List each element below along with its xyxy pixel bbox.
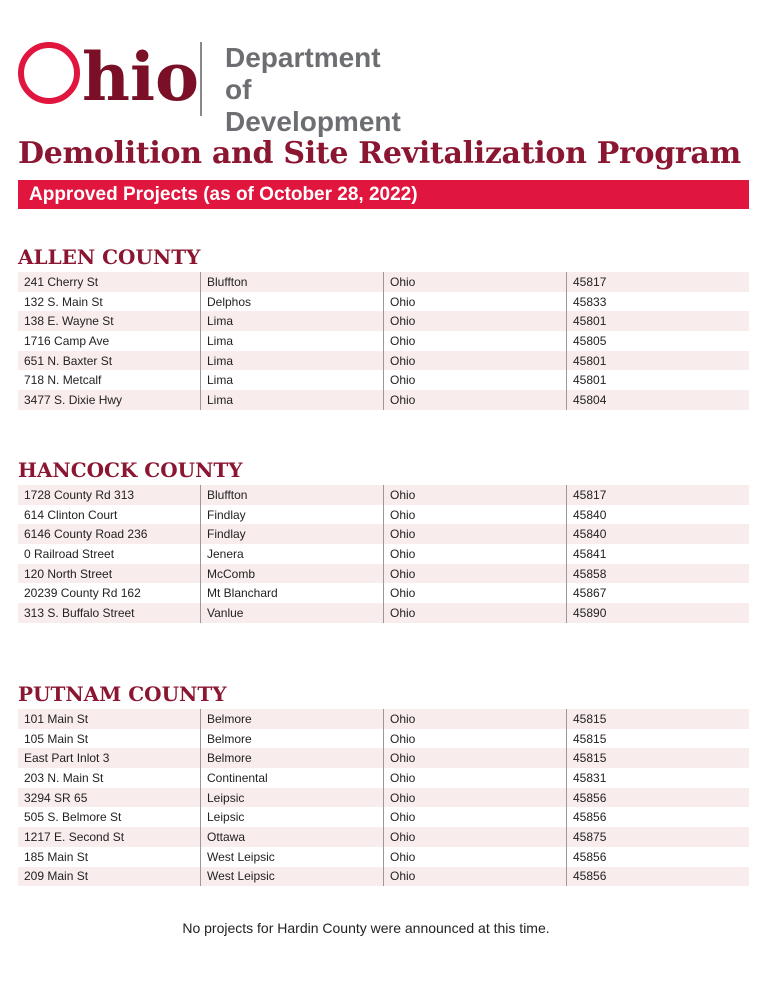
- state-cell: Ohio: [384, 709, 567, 729]
- city-cell: Lima: [201, 311, 384, 331]
- zip-cell: 45801: [567, 351, 750, 371]
- table-row: [18, 524, 749, 544]
- address-cell: 614 Clinton Court: [24, 507, 118, 522]
- city-cell: West Leipsic: [201, 867, 384, 887]
- table-row: [18, 351, 749, 371]
- state-cell: Ohio: [384, 827, 567, 847]
- address-cell: 241 Cherry St: [18, 272, 201, 292]
- state-cell: Ohio: [384, 583, 567, 603]
- county-heading: HANCOCK COUNTY: [18, 458, 243, 482]
- zip-cell: 45841: [567, 544, 750, 564]
- city-cell: Belmore: [201, 748, 384, 768]
- table-row: [18, 867, 749, 887]
- table-row: [18, 292, 749, 312]
- city-cell: Continental: [201, 768, 384, 788]
- table-row: [18, 544, 749, 564]
- zip-cell: 45858: [567, 564, 750, 584]
- address-cell: 1728 County Rd 313: [18, 485, 201, 505]
- zip-cell: 45805: [567, 331, 750, 351]
- zip-cell: 45815: [567, 729, 750, 749]
- address-cell: 3477 S. Dixie Hwy: [18, 390, 201, 410]
- table-row: [18, 827, 749, 847]
- state-cell: Ohio: [384, 768, 567, 788]
- address-cell: 203 N. Main St: [24, 770, 104, 785]
- city-cell: Bluffton: [201, 272, 384, 292]
- city-cell: Vanlue: [201, 603, 384, 623]
- state-cell: Ohio: [384, 505, 567, 525]
- table-row: [18, 768, 749, 788]
- state-cell: Ohio: [384, 603, 567, 623]
- department-line-2: Development: [225, 106, 401, 137]
- address-cell: 1716 Camp Ave: [24, 333, 110, 348]
- approved-projects-banner: Approved Projects (as of October 28, 2022): [18, 180, 749, 209]
- table-row: [18, 603, 749, 623]
- state-cell: Ohio: [384, 485, 567, 505]
- city-cell: Delphos: [201, 292, 384, 312]
- table-row: [18, 748, 749, 768]
- ohio-o-ring-icon: [18, 42, 80, 104]
- allen-county-section: [18, 246, 749, 410]
- city-cell: Leipsic: [201, 807, 384, 827]
- zip-cell: 45890: [567, 603, 750, 623]
- state-cell: Ohio: [384, 564, 567, 584]
- allen-county-table: [18, 272, 749, 410]
- ohio-wordmark-text: hio: [82, 38, 200, 116]
- address-cell: 120 North Street: [18, 564, 201, 584]
- state-cell: Ohio: [384, 311, 567, 331]
- state-cell: Ohio: [384, 292, 567, 312]
- page-title: Demolition and Site Revitalization Program: [18, 136, 741, 171]
- city-cell: Lima: [201, 351, 384, 371]
- state-cell: Ohio: [384, 331, 567, 351]
- address-cell: 313 S. Buffalo Street: [18, 603, 201, 623]
- table-row: [18, 583, 749, 603]
- hancock-county-table: [18, 485, 749, 623]
- address-cell: 651 N. Baxter St: [18, 351, 201, 371]
- address-cell: 132 S. Main St: [24, 294, 103, 309]
- city-cell: Leipsic: [201, 788, 384, 808]
- zip-cell: 45831: [567, 768, 750, 788]
- city-cell: McComb: [201, 564, 384, 584]
- zip-cell: 45817: [567, 272, 750, 292]
- address-cell: 138 E. Wayne St: [18, 311, 201, 331]
- table-row: [18, 788, 749, 808]
- city-cell: Findlay: [201, 524, 384, 544]
- putnam-county-section: [18, 683, 749, 886]
- city-cell: West Leipsic: [201, 847, 384, 867]
- address-cell: 6146 County Road 236: [18, 524, 201, 544]
- zip-cell: 45815: [567, 748, 750, 768]
- zip-cell: 45840: [567, 505, 750, 525]
- zip-cell: 45875: [567, 827, 750, 847]
- zip-cell: 45867: [567, 583, 750, 603]
- city-cell: Belmore: [201, 729, 384, 749]
- zip-cell: 45833: [567, 292, 750, 312]
- city-cell: Mt Blanchard: [201, 583, 384, 603]
- table-row: [18, 311, 749, 331]
- zip-cell: 45817: [567, 485, 750, 505]
- state-cell: Ohio: [384, 272, 567, 292]
- zip-cell: 45801: [567, 370, 750, 390]
- county-heading: PUTNAM COUNTY: [18, 682, 227, 706]
- state-cell: Ohio: [384, 867, 567, 887]
- address-cell: 505 S. Belmore St: [24, 810, 122, 825]
- zip-cell: 45856: [567, 807, 750, 827]
- logo-divider: [200, 42, 202, 116]
- state-cell: Ohio: [384, 807, 567, 827]
- address-cell: 1217 E. Second St: [18, 827, 201, 847]
- address-cell: 3294 SR 65: [18, 788, 201, 808]
- address-cell: East Part Inlot 3: [18, 748, 201, 768]
- city-cell: Jenera: [201, 544, 384, 564]
- address-cell: 105 Main St: [24, 731, 89, 746]
- table-row: [18, 390, 749, 410]
- state-cell: Ohio: [384, 524, 567, 544]
- state-cell: Ohio: [384, 729, 567, 749]
- zip-cell: 45801: [567, 311, 750, 331]
- city-cell: Lima: [201, 331, 384, 351]
- table-row: [18, 485, 749, 505]
- table-row: [18, 709, 749, 729]
- city-cell: Lima: [201, 390, 384, 410]
- zip-cell: 45856: [567, 847, 750, 867]
- address-cell: 0 Railroad Street: [24, 546, 115, 561]
- table-row: [18, 729, 749, 749]
- state-cell: Ohio: [384, 351, 567, 371]
- city-cell: Findlay: [201, 505, 384, 525]
- county-heading: ALLEN COUNTY: [18, 245, 201, 269]
- state-cell: Ohio: [384, 847, 567, 867]
- address-cell: 101 Main St: [18, 709, 201, 729]
- state-cell: Ohio: [384, 788, 567, 808]
- city-cell: Belmore: [201, 709, 384, 729]
- table-row: [18, 505, 749, 525]
- department-line-1: Department of: [225, 42, 381, 105]
- city-cell: Ottawa: [201, 827, 384, 847]
- zip-cell: 45815: [567, 709, 750, 729]
- address-cell: 209 Main St: [18, 867, 201, 887]
- table-row: [18, 847, 749, 867]
- table-row: [18, 807, 749, 827]
- footer-note: No projects for Hardin County were announced at this time.: [182, 920, 550, 936]
- zip-cell: 45856: [567, 788, 750, 808]
- state-cell: Ohio: [384, 748, 567, 768]
- table-row: [18, 331, 749, 351]
- address-cell: 718 N. Metcalf: [24, 373, 102, 388]
- table-row: [18, 564, 749, 584]
- state-cell: Ohio: [384, 390, 567, 410]
- state-cell: Ohio: [384, 544, 567, 564]
- department-name: [225, 42, 401, 138]
- table-row: [18, 370, 749, 390]
- zip-cell: 45856: [567, 867, 750, 887]
- zip-cell: 45840: [567, 524, 750, 544]
- hancock-county-section: [18, 459, 749, 623]
- ohio-wordmark: [18, 38, 200, 116]
- zip-cell: 45804: [567, 390, 750, 410]
- state-cell: Ohio: [384, 370, 567, 390]
- city-cell: Lima: [201, 370, 384, 390]
- putnam-county-table: [18, 709, 749, 886]
- table-row: [18, 272, 749, 292]
- city-cell: Bluffton: [201, 485, 384, 505]
- address-cell: 185 Main St: [24, 849, 89, 864]
- address-cell: 20239 County Rd 162: [24, 586, 141, 601]
